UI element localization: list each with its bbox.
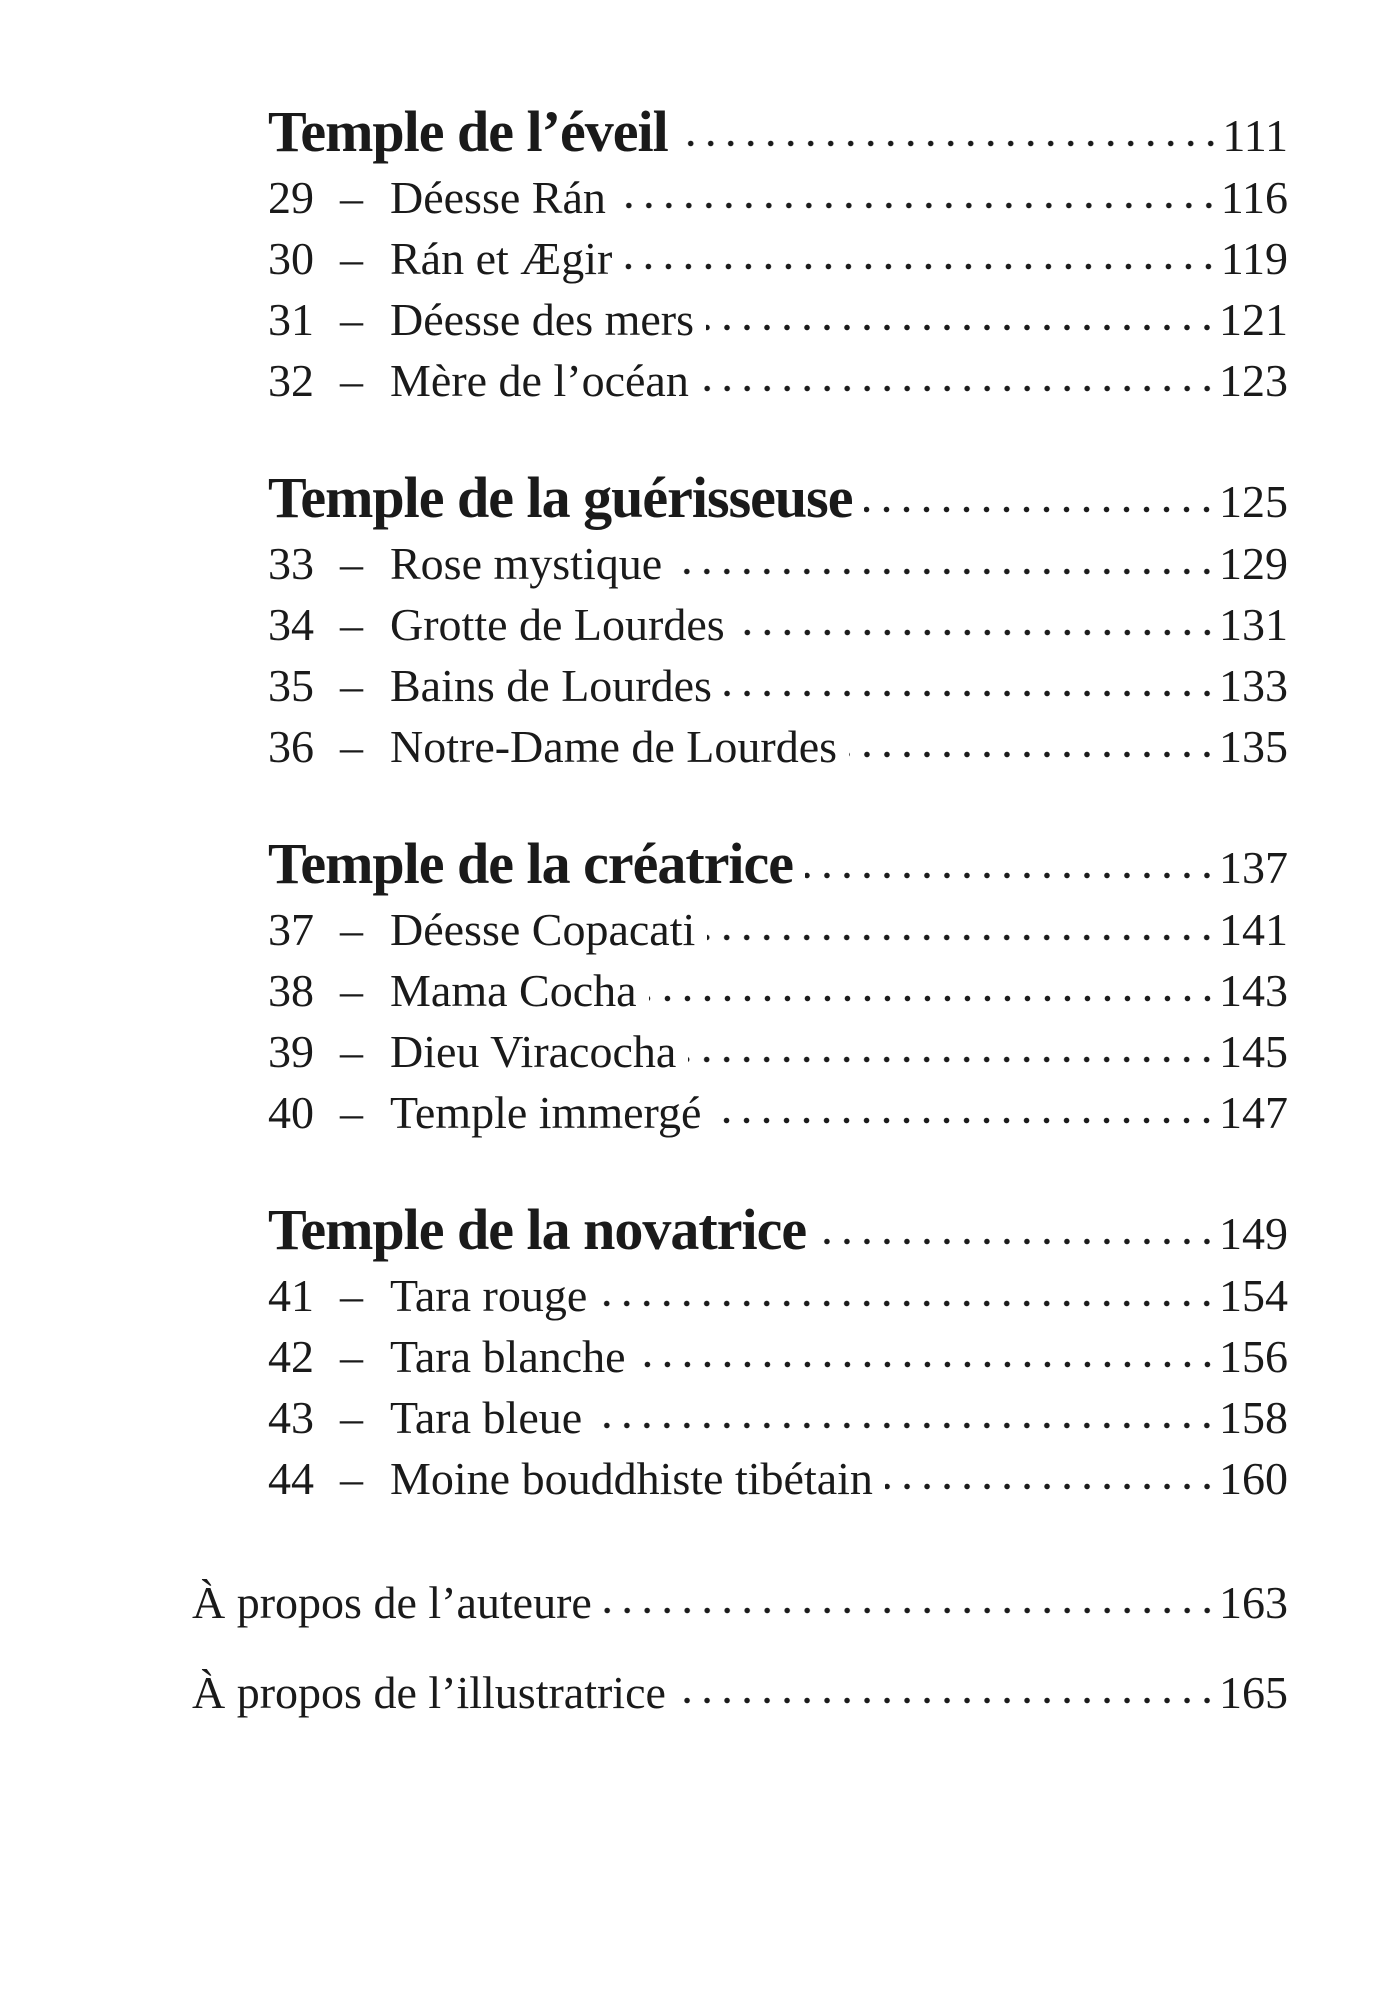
entry-number: 35 (268, 660, 314, 711)
page-number: 129 (1219, 538, 1288, 589)
dash: – (340, 721, 363, 772)
page-number: 145 (1219, 1026, 1288, 1077)
page-number: 165 (1219, 1667, 1288, 1718)
entry-number: 29 (268, 172, 314, 223)
dash: – (340, 904, 363, 955)
toc-entry-row (192, 350, 1288, 411)
toc-entry-row (192, 899, 1288, 960)
about-block (192, 1572, 1288, 1723)
page-number: 143 (1219, 965, 1288, 1016)
dot-leader (724, 690, 1217, 697)
section-title: Temple de la créatrice (268, 831, 794, 896)
entry-number: 43 (268, 1392, 314, 1443)
dash: – (340, 355, 363, 406)
entry-title: Moine bouddhiste tibétain (390, 1453, 873, 1504)
entry-title: Tara bleue (390, 1392, 583, 1443)
dot-leader (706, 324, 1217, 331)
entry-title: Grotte de Lourdes (390, 599, 725, 650)
toc-entry-row (192, 1265, 1288, 1326)
dot-leader (701, 385, 1217, 392)
dash: – (340, 1026, 363, 1077)
dot-leader (594, 1422, 1217, 1429)
entry-number: 44 (268, 1453, 314, 1504)
toc-entry-row (192, 289, 1288, 350)
toc-entry-row (192, 1326, 1288, 1387)
entry-number: 31 (268, 294, 314, 345)
dash: – (340, 172, 363, 223)
about-row (192, 1572, 1288, 1633)
entry-title: Rán et Ægir (390, 233, 613, 284)
toc-entry-row (192, 533, 1288, 594)
table-of-contents (192, 101, 1288, 1723)
section-title: Temple de la novatrice (268, 1197, 807, 1262)
dash: – (340, 294, 363, 345)
entry-number: 42 (268, 1331, 314, 1382)
page-number: 125 (1219, 476, 1288, 527)
dot-leader (864, 506, 1217, 513)
entry-number: 41 (268, 1270, 314, 1321)
dash: – (340, 599, 363, 650)
dot-leader (688, 1056, 1217, 1063)
dot-leader (599, 1300, 1217, 1307)
entry-number: 40 (268, 1087, 314, 1138)
dot-leader (649, 995, 1217, 1002)
page-number: 123 (1219, 355, 1288, 406)
page-number: 116 (1220, 172, 1288, 223)
dot-leader (885, 1483, 1217, 1490)
page-number: 119 (1220, 233, 1288, 284)
dot-leader (713, 1117, 1217, 1124)
section-title: Temple de l’éveil (268, 99, 668, 164)
dash: – (340, 233, 363, 284)
toc-entry-row (192, 228, 1288, 289)
entry-title: Déesse Copacati (390, 904, 696, 955)
entry-title: Rose mystique (390, 538, 663, 589)
toc-entry-row (192, 716, 1288, 777)
toc-entry-row (192, 1082, 1288, 1143)
page-number: 141 (1219, 904, 1288, 955)
entry-title: Tara rouge (390, 1270, 588, 1321)
entry-number: 34 (268, 599, 314, 650)
entry-number: 33 (268, 538, 314, 589)
entry-number: 37 (268, 904, 314, 955)
entry-title: Dieu Viracocha (390, 1026, 677, 1077)
page-number: 160 (1219, 1453, 1288, 1504)
page-number: 147 (1219, 1087, 1288, 1138)
page-number: 135 (1219, 721, 1288, 772)
page-number: 137 (1219, 842, 1288, 893)
about-title: À propos de l’illustratrice (192, 1667, 666, 1718)
page-number: 111 (1222, 110, 1288, 161)
dot-leader (805, 872, 1217, 879)
entry-title: Tara blanche (390, 1331, 626, 1382)
section-title: Temple de la guérisseuse (268, 465, 853, 530)
entry-title: Notre-Dame de Lourdes (390, 721, 838, 772)
dot-leader (604, 1607, 1217, 1614)
page-number: 156 (1219, 1331, 1288, 1382)
toc-entry-row (192, 655, 1288, 716)
toc-section-heading-row (192, 101, 1288, 162)
toc-section-heading-row (192, 1199, 1288, 1260)
page-number: 133 (1219, 660, 1288, 711)
page-number: 131 (1219, 599, 1288, 650)
entry-number: 39 (268, 1026, 314, 1077)
dash: – (340, 538, 363, 589)
about-row (192, 1662, 1288, 1723)
toc-section (192, 101, 1288, 411)
page-number: 149 (1219, 1208, 1288, 1259)
page-number: 158 (1219, 1392, 1288, 1443)
entry-number: 36 (268, 721, 314, 772)
dash: – (340, 1270, 363, 1321)
toc-section (192, 1199, 1288, 1509)
toc-section-heading-row (192, 833, 1288, 894)
toc-entry-row (192, 1448, 1288, 1509)
entry-number: 38 (268, 965, 314, 1016)
dot-leader (680, 140, 1221, 147)
toc-entry-row (192, 167, 1288, 228)
dash: – (340, 1453, 363, 1504)
toc-section (192, 467, 1288, 777)
toc-section-heading-row (192, 467, 1288, 528)
entry-title: Déesse des mers (390, 294, 695, 345)
dot-leader (849, 751, 1217, 758)
dash: – (340, 660, 363, 711)
dot-leader (818, 1238, 1217, 1245)
dot-leader (674, 568, 1217, 575)
entry-title: Temple immergé (390, 1087, 702, 1138)
dot-leader (618, 202, 1219, 209)
dot-leader (624, 263, 1218, 270)
dash: – (340, 1392, 363, 1443)
dot-leader (638, 1361, 1217, 1368)
dot-leader (737, 629, 1217, 636)
entry-title: Déesse Rán (390, 172, 606, 223)
entry-number: 32 (268, 355, 314, 406)
entry-title: Mama Cocha (390, 965, 637, 1016)
toc-entry-row (192, 1387, 1288, 1448)
toc-entry-row (192, 960, 1288, 1021)
entry-title: Bains de Lourdes (390, 660, 712, 711)
entry-title: Mère de l’océan (390, 355, 689, 406)
entry-number: 30 (268, 233, 314, 284)
dash: – (340, 1331, 363, 1382)
page-number: 121 (1219, 294, 1288, 345)
about-title: À propos de l’auteure (192, 1577, 592, 1628)
dash: – (340, 1087, 363, 1138)
page-number: 163 (1219, 1577, 1288, 1628)
toc-entry-row (192, 594, 1288, 655)
dot-leader (678, 1697, 1217, 1704)
dot-leader (707, 934, 1217, 941)
toc-entry-row (192, 1021, 1288, 1082)
dash: – (340, 965, 363, 1016)
page-number: 154 (1219, 1270, 1288, 1321)
toc-section (192, 833, 1288, 1143)
